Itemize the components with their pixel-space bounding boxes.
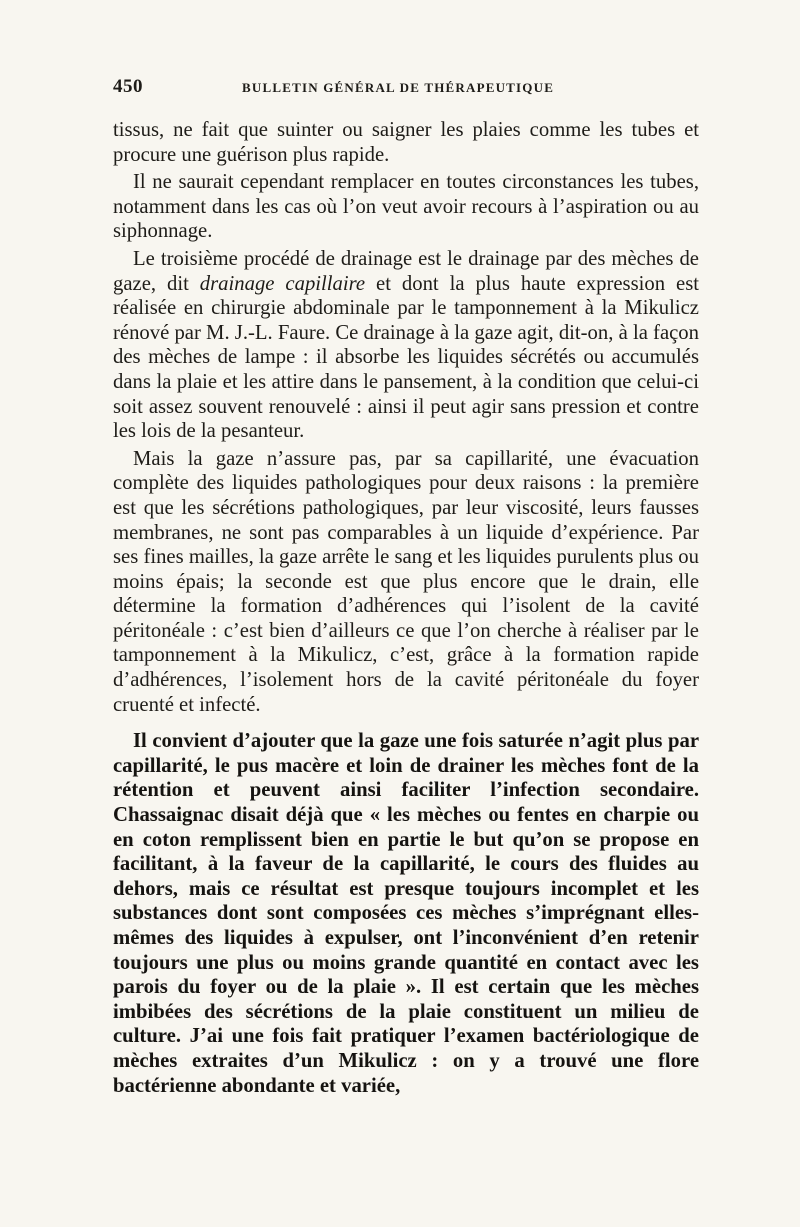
paragraph-gauze-limits: Mais la gaze n’assure pas, par sa capillarité, une évacuation complète des liquides pathologiques pour deux raisons : la première est que les sécrétions pathologiques, par leur viscosité, leurs fausses membranes, ne sont pas comparables à un liquide d’expérience. Par ses fines mailles, la gaze arrête le sang et les liquides purulents plus ou moins épais; la seconde est que plus encore que le drain, elle détermine la formation d’adhérences qui l’isolent de la cavité péritonéale : c’est bien d’ailleurs ce que l’on cherche à réaliser par le tamponnement à la Mikulicz, c’est, grâce à la formation rapide d’adhérences, l’isolement hors de la cavité péritonéale du foyer cruenté et infecté. — [113, 447, 699, 716]
page-number: 450 — [113, 76, 143, 97]
paragraph-capillary-intro: Le troisième procédé de drainage est le drainage par des mèches de gaze, dit — [113, 247, 699, 295]
paragraph-tubes-limitations: Il ne saurait cependant remplacer en toutes circonstances les tubes, notamment dans les cas où l’on veut avoir recours à l’aspiration ou au siphonnage. — [113, 171, 699, 243]
body-text — [113, 118, 699, 1098]
page-header — [113, 76, 699, 100]
capillary-drainage-term: drainage capillaire — [199, 272, 366, 295]
paragraph-capillary-drainage — [113, 247, 699, 444]
paragraph-continuation: tissus, ne fait que suinter ou saigner les plaies comme les tubes et procure une guérison plus rapide. — [113, 119, 699, 166]
running-title: BULLETIN GÉNÉRAL DE THÉRAPEUTIQUE — [242, 80, 555, 95]
paragraph-capillary-rest: et dont la plus haute expression est réalisée en chirurgie abdominale par le tamponnement à la Mikulicz rénové par M. J.-L. Faure. Ce drainage à la gaze agit, dit-on, à la façon des mèches de lampe : il absorbe les liquides sécrétés ou accumulés dans la plaie et les attire dans le pansement, à la condition que celui-ci soit assez souvent renouvelé : ainsi il peut agir sans pression et contre les lois de la pesanteur. — [113, 272, 700, 443]
paragraph-secondary-infection: Il convient d’ajouter que la gaze une fois saturée n’agit plus par capillarité, le pus macère et loin de drainer les mèches font de la rétention et peuvent ainsi faciliter l’infection secondaire. Chassaignac disait déjà que « les mèches ou fentes en charpie ou en coton remplissent bien en partie le but qu’on se propose en facilitant, à la faveur de la capillarité, le cours des fluides au dehors, mais ce résultat est presque toujours incomplet et les substances dont sont composées ces mèches s’imprégnant elles-mêmes des liquides à expulser, ont l’inconvénient d’en retenir toujours une plus ou moins grande quantité en contact avec les parois du foyer ou de la plaie ». Il est certain que les mèches imbibées des sécrétions de la plaie constituent un milieu de culture. J’ai une fois fait pratiquer l’examen bactériologique de mèches extraites d’un Mikulicz : on y a trouvé une flore bactérienne abondante et variée, — [113, 730, 699, 1097]
